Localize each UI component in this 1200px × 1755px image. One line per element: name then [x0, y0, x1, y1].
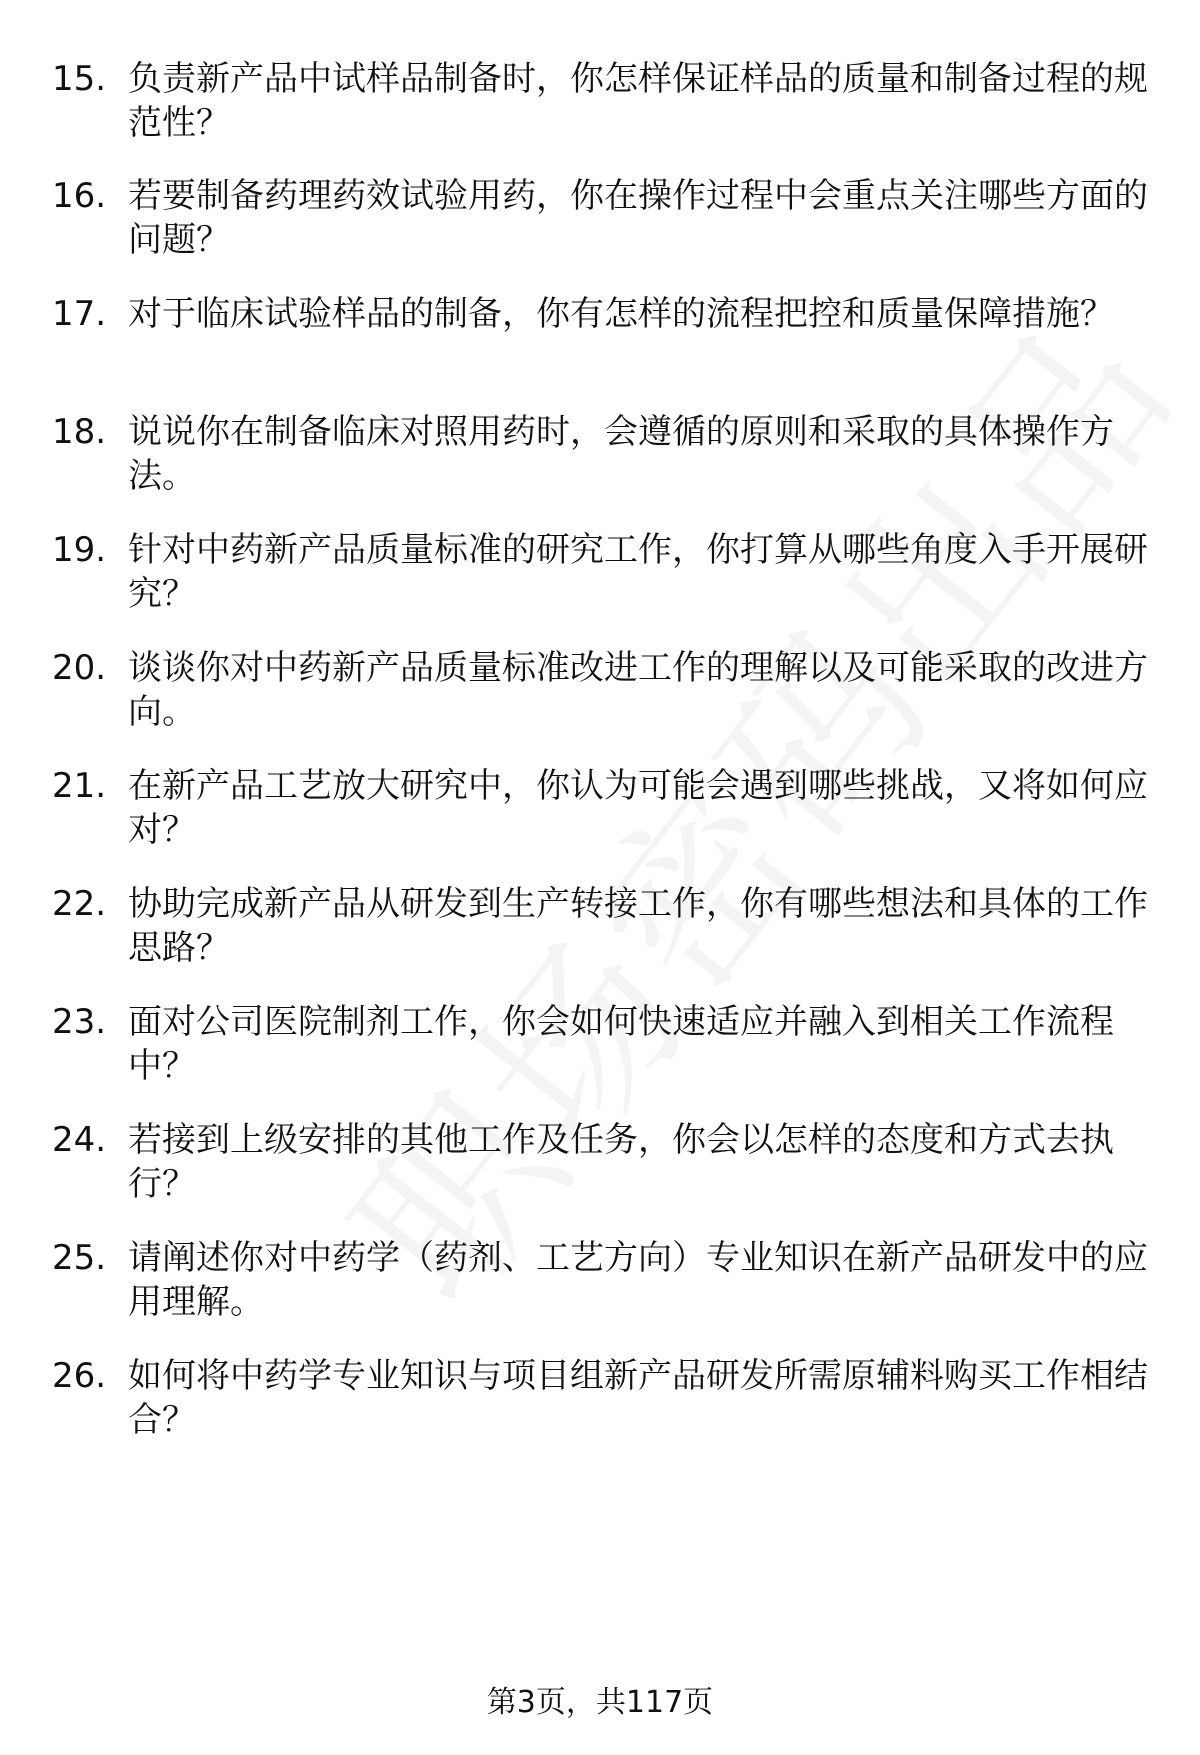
question-item [0, 882, 1200, 982]
question-number: 21. [52, 766, 107, 806]
question-text: 谈谈你对中药新产品质量标准改进工作的理解以及可能采取的改进方向。 [128, 648, 1148, 732]
question-number: 20. [52, 648, 107, 688]
question-number: 22. [52, 884, 107, 924]
question-number: 15. [52, 59, 107, 99]
question-text: 若要制备药理药效试验用药，你在操作过程中会重点关注哪些方面的问题？ [128, 176, 1148, 260]
question-text: 负责新产品中试样品制备时，你怎样保证样品的质量和制备过程的规范性？ [128, 59, 1148, 143]
question-item [0, 410, 1200, 510]
question-number: 25. [52, 1238, 107, 1278]
page-footer: 第3页，共117页 [486, 1685, 714, 1720]
question-number: 23. [52, 1002, 107, 1042]
question-text: 对于临床试验样品的制备，你有怎样的流程把控和质量保障措施？ [128, 294, 1114, 334]
question-number: 17. [52, 294, 107, 334]
question-number: 26. [52, 1356, 107, 1396]
question-text: 说说你在制备临床对照用药时，会遵循的原则和采取的具体操作方法。 [128, 412, 1114, 496]
question-text: 在新产品工艺放大研究中，你认为可能会遇到哪些挑战，又将如何应对？ [128, 766, 1148, 850]
question-item [0, 174, 1200, 274]
question-number: 18. [52, 412, 107, 452]
question-item [0, 764, 1200, 864]
question-item [0, 1236, 1200, 1336]
question-item [0, 1118, 1200, 1218]
question-number: 24. [52, 1120, 107, 1160]
question-text: 面对公司医院制剂工作，你会如何快速适应并融入到相关工作流程中？ [128, 1002, 1114, 1086]
question-text: 针对中药新产品质量标准的研究工作，你打算从哪些角度入手开展研究？ [128, 530, 1148, 614]
question-text: 请阐述你对中药学（药剂、工艺方向）专业知识在新产品研发中的应用理解。 [128, 1238, 1148, 1322]
question-text: 如何将中药学专业知识与项目组新产品研发所需原辅料购买工作相结合？ [128, 1356, 1148, 1440]
question-text: 协助完成新产品从研发到生产转接工作，你有哪些想法和具体的工作思路？ [128, 884, 1148, 968]
question-item [0, 292, 1200, 392]
question-item [0, 57, 1200, 157]
question-item [0, 1354, 1200, 1454]
question-item [0, 1000, 1200, 1100]
question-number: 19. [52, 530, 107, 570]
question-number: 16. [52, 176, 107, 216]
question-item [0, 646, 1200, 746]
question-item [0, 528, 1200, 628]
question-text: 若接到上级安排的其他工作及任务，你会以怎样的态度和方式去执行？ [128, 1120, 1114, 1204]
